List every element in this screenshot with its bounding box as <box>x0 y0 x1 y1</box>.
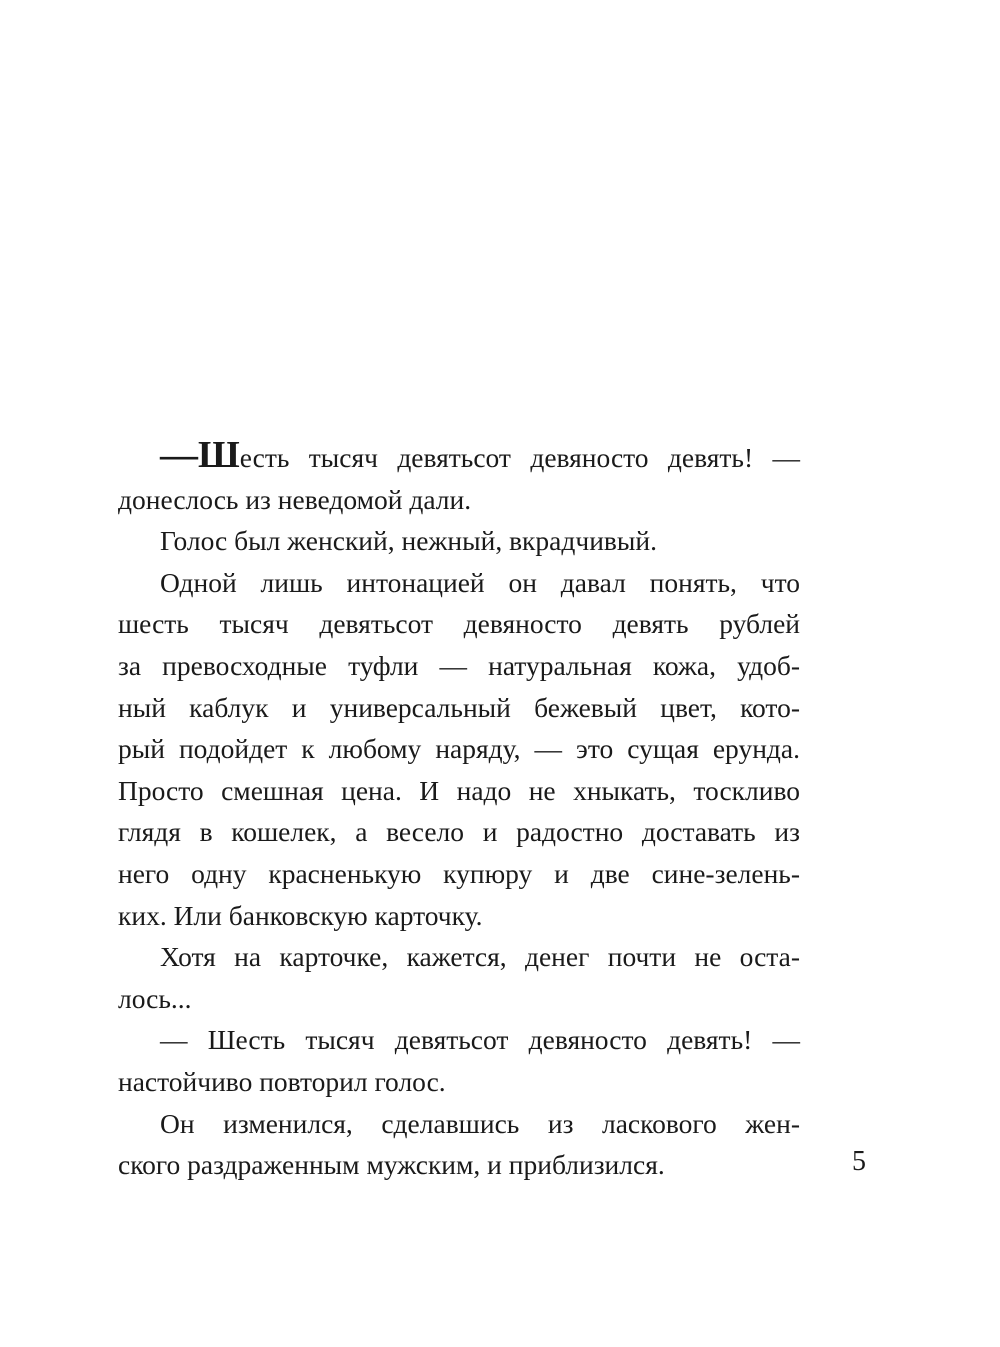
text-line: него одну красненькую купюру и две сине-зелень- <box>118 857 800 889</box>
text-line: Он изменился, сделавшись из ласкового жен- <box>160 1107 800 1139</box>
body-text <box>118 434 800 1186</box>
paragraph <box>118 562 800 936</box>
text-line: за превосходные туфли — натуральная кожа, удоб- <box>118 649 800 681</box>
opening-line <box>118 434 800 479</box>
text-line: шесть тысяч девятьсот девяносто девять рублей <box>118 608 800 640</box>
text-line: Просто смешная цена. И надо не хныкать, тоскливо <box>118 774 800 806</box>
text-line: Голос был женский, нежный, вкрадчивый. <box>160 525 657 557</box>
text-line: лось... <box>118 982 192 1014</box>
text-line: настойчиво повторил голос. <box>118 1065 446 1097</box>
text-line: Одной лишь интонацией он давал понять, что <box>160 566 800 598</box>
page-number: 5 <box>852 1146 866 1177</box>
text-line: ких. Или банковскую карточку. <box>118 899 483 931</box>
text-line: донеслось из неведомой дали. <box>118 483 472 515</box>
paragraph <box>118 520 800 562</box>
text-line: глядя в кошелек, а весело и радостно доставать из <box>118 816 800 848</box>
drop-cap: —Ш <box>160 434 240 476</box>
opening-text: есть тысяч девятьсот девяносто девять! — <box>239 442 800 473</box>
paragraph <box>118 479 800 521</box>
text-line: рый подойдет к любому наряду, — это сущая ерунда. <box>118 733 800 765</box>
text-line: ского раздраженным мужским, и приблизился. <box>118 1149 665 1181</box>
paragraph <box>118 1103 800 1186</box>
paragraph <box>118 936 800 1019</box>
text-line: — Шесть тысяч девятьсот девяносто девять! — <box>160 1024 800 1056</box>
text-line: ный каблук и универсальный бежевый цвет, кото- <box>118 691 800 723</box>
paragraph <box>118 1019 800 1102</box>
text-line: Хотя на карточке, кажется, денег почти не оста- <box>160 941 800 973</box>
